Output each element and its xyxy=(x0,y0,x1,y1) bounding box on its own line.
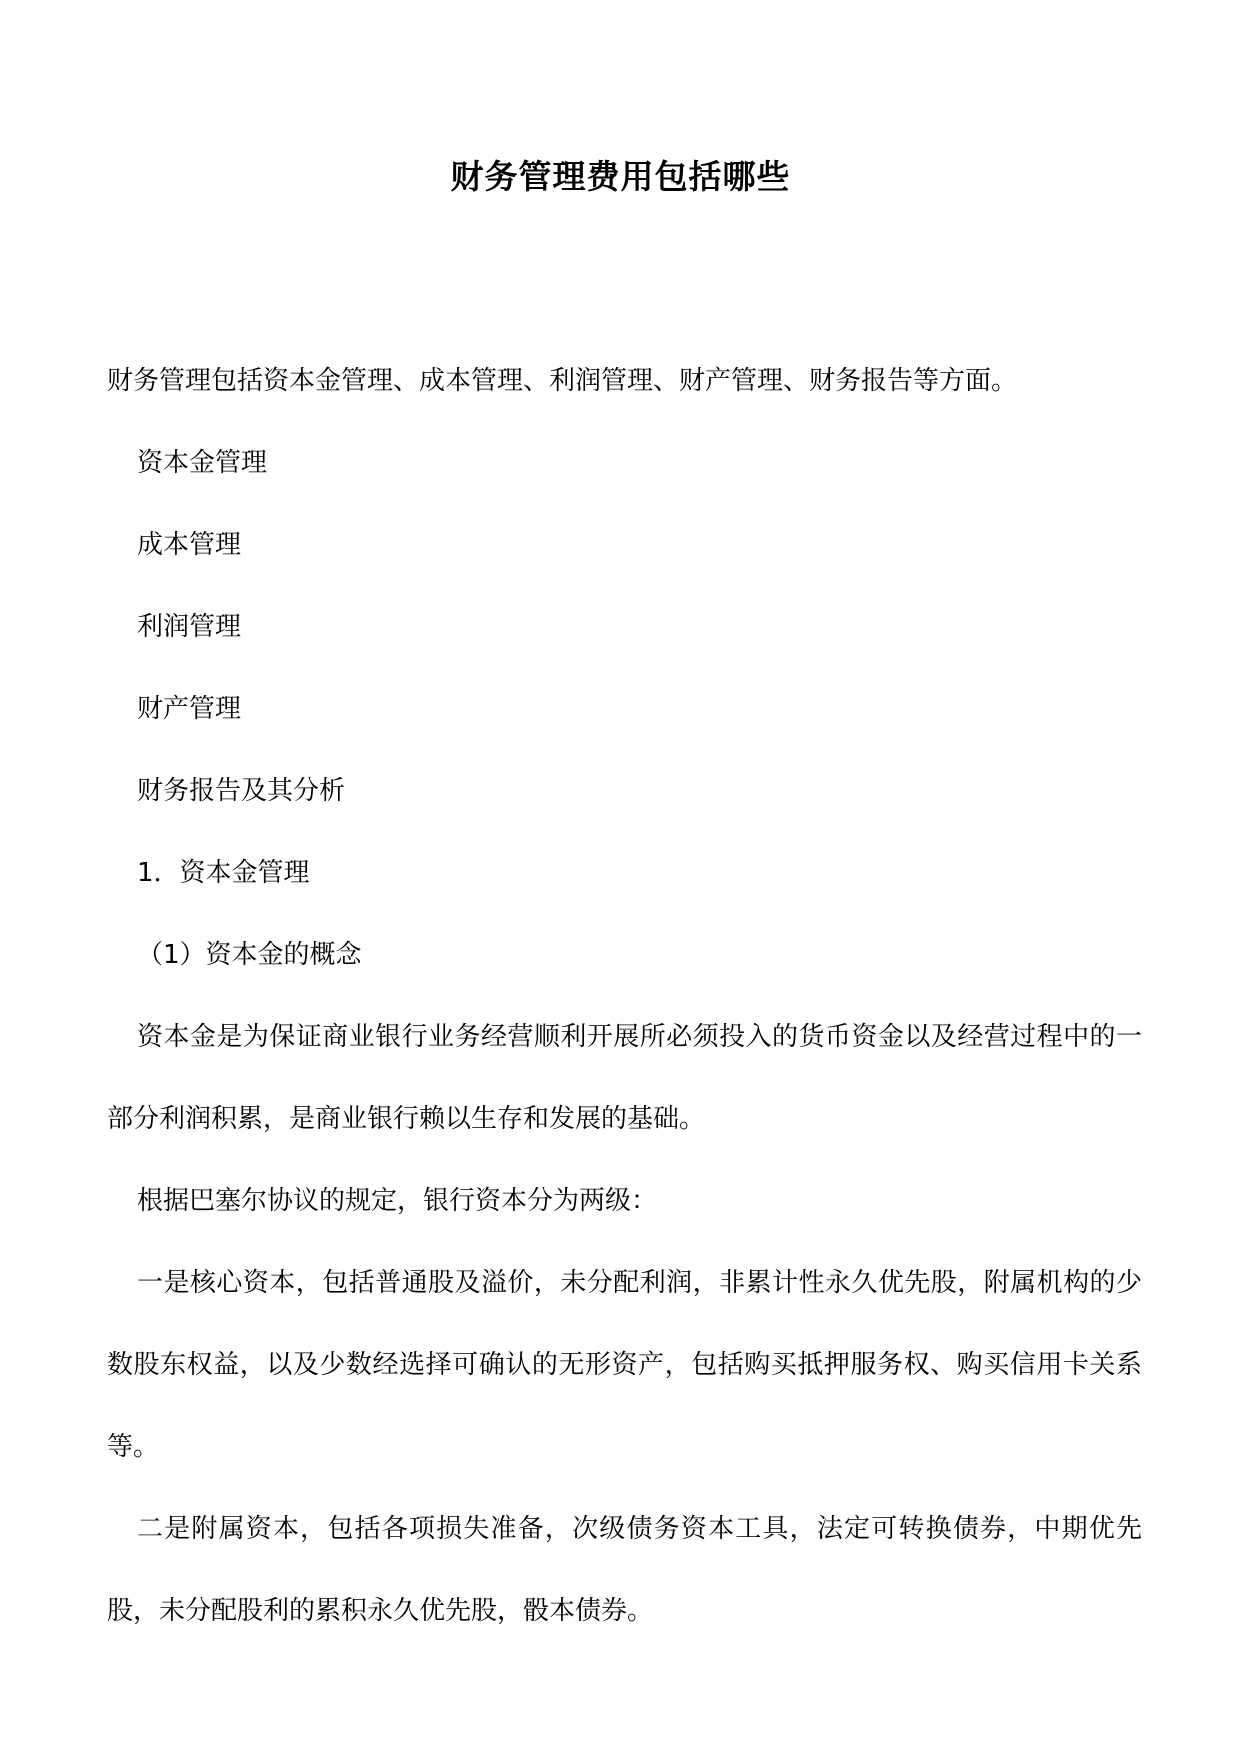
document-body xyxy=(107,340,1142,1652)
list-item-profit: 利润管理 xyxy=(137,612,242,642)
list-item-cost: 成本管理 xyxy=(137,530,242,560)
list-item-capital: 资本金管理 xyxy=(137,448,268,478)
paragraph-capital-definition: 资本金是为保证商业银行业务经营顺利开展所必须投入的货币资金以及经营过程中的一部分利润积累，是商业银行赖以生存和发展的基础。 xyxy=(107,1022,1142,1134)
list-item-property: 财产管理 xyxy=(137,694,242,724)
section-heading: 1．资本金管理 xyxy=(137,858,310,888)
list-item-report: 财务报告及其分析 xyxy=(137,776,346,806)
intro-paragraph: 财务管理包括资本金管理、成本管理、利润管理、财产管理、财务报告等方面。 xyxy=(107,366,1018,396)
document-title: 财务管理费用包括哪些 xyxy=(450,157,791,196)
paragraph-supplementary-capital: 二是附属资本，包括各项损失准备，次级债务资本工具，法定可转换债券，中期优先股，未分配股利的累积永久优先股，骰本债券。 xyxy=(107,1514,1142,1626)
paragraph-basel-tiers: 根据巴塞尔协议的规定，银行资本分为两级： xyxy=(137,1186,658,1216)
paragraph-core-capital: 一是核心资本，包括普通股及溢价，未分配利润，非累计性永久优先股，附属机构的少数股东权益，以及少数经选择可确认的无形资产，包括购买抵押服务权、购买信用卡关系等。 xyxy=(107,1268,1142,1462)
subsection-heading: （1）资本金的概念 xyxy=(137,940,362,970)
